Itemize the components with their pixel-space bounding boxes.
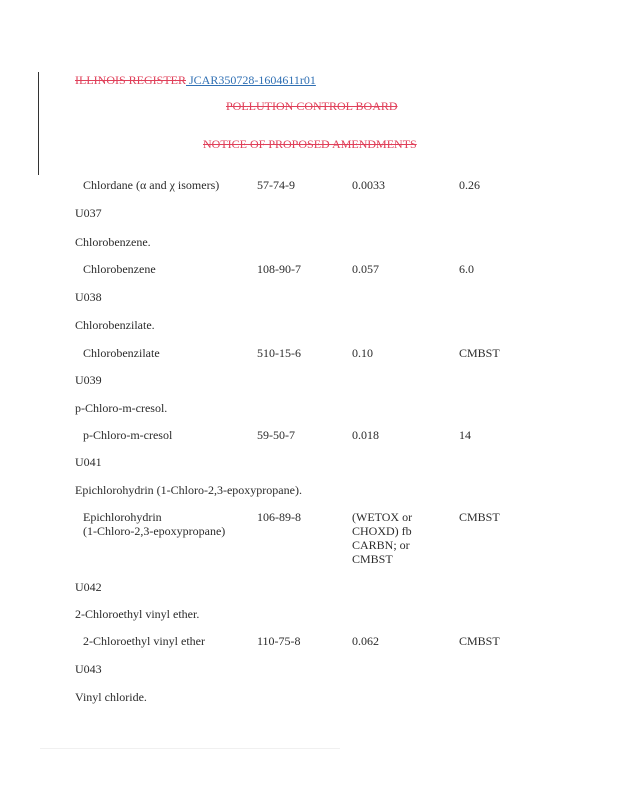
entry-ww: (WETOX or [352, 510, 413, 524]
entry-cas: 110-75-8 [257, 634, 301, 648]
entry-name: p-Chloro-m-cresol [83, 428, 173, 442]
entry-name: Epichlorohydrin [83, 510, 162, 524]
notice-title-struck: NOTICE OF PROPOSED AMENDMENTS [203, 137, 417, 151]
entry-nonww: CMBST [459, 346, 500, 360]
entry-name: Chlorobenzene [83, 262, 156, 276]
entry-nonww: 14 [459, 428, 471, 442]
entry-ww-line3: CARBN; or [352, 538, 410, 552]
entry-nonww: CMBST [459, 634, 500, 648]
entry-cas: 59-50-7 [257, 428, 295, 442]
entry-cas: 510-15-6 [257, 346, 301, 360]
waste-code: U038 [75, 290, 102, 304]
waste-heading: Chlorobenzene. [75, 235, 151, 249]
waste-heading: p-Chloro-m-cresol. [75, 401, 168, 415]
entry-nonww: 0.26 [459, 178, 480, 192]
waste-heading: Chlorobenzilate. [75, 318, 155, 332]
entry-ww: 0.018 [352, 428, 379, 442]
entry-nonww: 6.0 [459, 262, 474, 276]
waste-code: U042 [75, 580, 102, 594]
revision-change-bar [38, 72, 39, 175]
waste-code: U041 [75, 455, 102, 469]
entry-name: 2-Chloroethyl vinyl ether [83, 634, 205, 648]
entry-ww: 0.062 [352, 634, 379, 648]
waste-code: U043 [75, 662, 102, 676]
entry-name-continued: (1-Chloro-2,3-epoxypropane) [83, 524, 226, 538]
entry-cas: 106-89-8 [257, 510, 301, 524]
entry-name: Chlorobenzilate [83, 346, 160, 360]
entry-ww: 0.10 [352, 346, 373, 360]
entry-cas: 57-74-9 [257, 178, 295, 192]
board-title-struck: POLLUTION CONTROL BOARD [226, 99, 398, 113]
entry-ww-line2: CHOXD) fb [352, 524, 412, 538]
waste-heading: Vinyl chloride. [75, 690, 147, 704]
waste-heading: Epichlorohydrin (1-Chloro-2,3-epoxypropane). [75, 483, 302, 497]
waste-heading: 2-Chloroethyl vinyl ether. [75, 607, 200, 621]
entry-nonww: CMBST [459, 510, 500, 524]
entry-ww: 0.0033 [352, 178, 385, 192]
waste-code: U039 [75, 373, 102, 387]
entry-ww: 0.057 [352, 262, 379, 276]
register-header [75, 73, 316, 87]
register-id-inserted: JCAR350728-1604611r01 [186, 73, 316, 87]
entry-name: Chlordane (α and χ isomers) [83, 178, 220, 192]
entry-ww-line4: CMBST [352, 552, 393, 566]
register-title-struck: ILLINOIS REGISTER [75, 73, 186, 87]
entry-cas: 108-90-7 [257, 262, 301, 276]
waste-code: U037 [75, 206, 102, 220]
footer-rule [40, 748, 340, 749]
